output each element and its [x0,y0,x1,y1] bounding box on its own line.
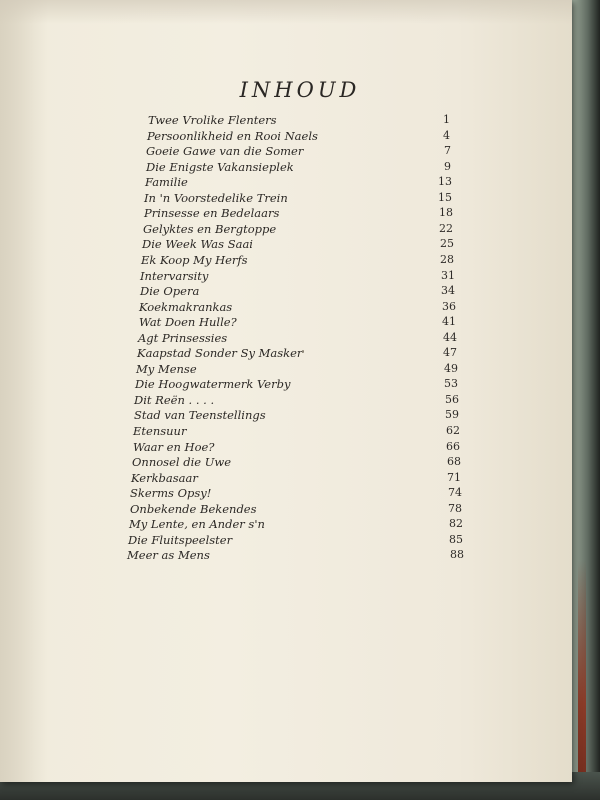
toc-entry-page-number: 4 [443,129,450,142]
toc-entry-title: Die Hoogwatermerk Verby [135,377,291,391]
toc-entry-title: Prinsesse en Bedelaars [144,206,280,220]
toc-entry-page-number: 78 [448,502,462,515]
toc-entry-title: In 'n Voorstedelike Trein [144,191,288,205]
toc-entry-title: Agt Prinsessies [138,331,228,345]
toc-entry-title: Die Enigste Vakansieplek [146,160,294,174]
toc-entry-page-number: 13 [438,175,452,188]
page-top-shadow [0,0,572,24]
toc-entry-page-number: 59 [445,408,459,421]
toc-heading: INHOUD [239,78,361,102]
toc-entry-title: Persoonlikheid en Rooi Naels [147,129,318,143]
toc-entry-page-number: 9 [444,160,451,173]
table-of-contents [0,110,572,580]
toc-entry-title: Meer as Mens [127,548,210,562]
toc-entry-title: My Lente, en Ander s'n [129,517,265,531]
toc-entry-page-number: 68 [447,455,461,468]
toc-entry-title: Koekmakrankas [139,300,233,314]
toc-entry-page-number: 36 [442,300,456,313]
toc-entry-page-number: 44 [443,331,457,344]
toc-entry-title: Die Fluitspeelster [128,533,233,547]
toc-entry-title: Die Opera [140,284,200,298]
toc-entry-title: Ek Koop My Herfs [141,253,248,267]
toc-entry-page-number: 28 [440,253,454,266]
toc-entry-title: Dit Reën . . . . [134,393,215,407]
toc-entry-page-number: 49 [444,362,458,375]
toc-entry-page-number: 88 [450,548,464,561]
toc-entry-title: Twee Vrolike Flenters [148,113,277,127]
book-cover-red-stain [578,560,586,800]
toc-entry-page-number: 34 [441,284,455,297]
toc-entry-page-number: 15 [438,191,452,204]
toc-entry-title: My Mense [136,362,197,376]
toc-entry-title: Onbekende Bekendes [130,502,257,516]
toc-entry-title: Stad van Teenstellings [134,408,266,422]
toc-entry-page-number: 74 [448,486,462,499]
toc-entry-page-number: 18 [439,206,453,219]
toc-entry-page-number: 7 [444,144,451,157]
toc-entry-page-number: 41 [442,315,456,328]
toc-entry-page-number: 62 [446,424,460,437]
toc-entry-title: Goeie Gawe van die Somer [146,144,304,158]
toc-entry-title: Skerms Opsy! [130,486,212,500]
toc-entry-title: Intervarsity [140,269,209,283]
toc-entry-title: Waar en Hoe? [133,440,215,454]
toc-entry-title: Kaapstad Sonder Sy Masker [137,346,303,360]
toc-entry-title: Die Week Was Saai [142,237,253,251]
toc-entry-page-number: 85 [449,533,463,546]
toc-entry-page-number: 25 [440,237,454,250]
toc-entry-page-number: 66 [446,440,460,453]
toc-entry-page-number: 31 [441,269,455,282]
toc-entry-page-number: 53 [444,377,458,390]
toc-entry-title: Wat Doen Hulle? [139,315,237,329]
toc-entry-title: Gelyktes en Bergtoppe [143,222,277,236]
toc-entry-page-number: 82 [449,517,463,530]
toc-entry-page-number: 1 [443,113,450,126]
toc-entry-title: Kerkbasaar [131,471,198,485]
toc-entry-title: Familie [145,175,188,189]
toc-entry-title: Etensuur [133,424,187,438]
toc-entry-page-number: 56 [445,393,459,406]
toc-entry-page-number: 71 [447,471,461,484]
toc-entry-page-number: 22 [439,222,453,235]
toc-entry-title: Onnosel die Uwe [132,455,232,469]
toc-entry-page-number: 47 [443,346,457,359]
paper-speck [302,350,304,353]
